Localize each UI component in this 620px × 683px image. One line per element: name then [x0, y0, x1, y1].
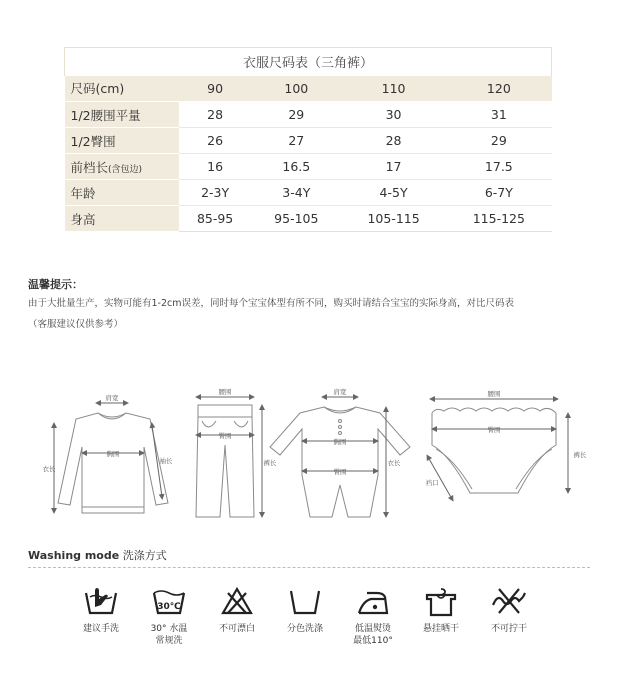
briefs-diagram	[425, 399, 568, 499]
briefs-waist-label: 腰围	[487, 390, 501, 398]
shirt-diagram	[54, 403, 168, 513]
table-cell: 2-3Y	[179, 180, 252, 206]
romper-hip-label: 臀围	[333, 468, 347, 476]
briefs-length-label: 裤长	[573, 451, 587, 459]
table-cell: 95-105	[252, 206, 341, 232]
romper-shoulder-label: 肩宽	[333, 388, 347, 396]
table-title-row	[65, 48, 552, 76]
wash-label: 建议手洗	[82, 624, 119, 634]
header-cell: 110	[341, 76, 446, 102]
table-cell: 29	[252, 102, 341, 128]
briefs-leg-label: 裆口	[425, 479, 439, 487]
row-label-text: 年龄	[70, 185, 96, 201]
row-label-note: (含包边)	[108, 164, 143, 175]
briefs-hip-label: 臀围	[487, 426, 501, 434]
shirt-shoulder-label: 肩宽	[105, 394, 119, 402]
table-cell: 105-115	[341, 206, 446, 232]
measurement-diagrams	[40, 385, 600, 535]
table-row	[65, 154, 552, 180]
header-label: 尺码(cm)	[65, 76, 179, 102]
table-cell: 29	[446, 128, 551, 154]
hang-dry-icon	[423, 585, 459, 617]
row-label-text: 1/2腰围平量	[70, 107, 141, 123]
table-cell: 115-125	[446, 206, 551, 232]
table-cell: 31	[446, 102, 551, 128]
romper-length-label: 衣长	[387, 459, 401, 467]
shirt-sleeve-label: 袖长	[159, 457, 173, 465]
row-label	[65, 154, 179, 180]
wash-label: 30° 水温	[150, 624, 188, 634]
table-title: 衣服尺码表（三角裤）	[65, 48, 552, 76]
wash-item	[64, 585, 138, 635]
washing-icons	[64, 585, 584, 675]
shirt-length-label: 衣长	[42, 465, 56, 473]
header-cell: 90	[179, 76, 252, 102]
wash-label: 不可漂白	[218, 624, 255, 634]
header-cell: 120	[446, 76, 551, 102]
row-label	[65, 206, 179, 232]
table-cell: 17.5	[446, 154, 551, 180]
pants-hip-label: 臀围	[218, 432, 232, 440]
tips-note: （客服建议仅供参考）	[28, 319, 124, 330]
table-cell: 3-4Y	[252, 180, 341, 206]
washing-divider	[28, 567, 590, 568]
romper-diagram	[270, 397, 410, 517]
wash-item	[200, 585, 274, 635]
table-cell: 28	[179, 102, 252, 128]
row-label	[65, 128, 179, 154]
header-cell: 100	[252, 76, 341, 102]
pants-waist-label: 腰围	[218, 388, 232, 396]
wash-label-2: 最低110°	[353, 636, 393, 646]
washing-title-en: Washing mode	[28, 549, 120, 562]
wash-item	[404, 585, 478, 635]
table-cell: 26	[179, 128, 252, 154]
row-label	[65, 180, 179, 206]
wash-item	[132, 585, 206, 647]
washing-title	[28, 547, 167, 563]
wash-label-2: 常规洗	[155, 636, 183, 646]
row-label-text: 1/2臀围	[70, 133, 116, 149]
wash-item	[336, 585, 410, 647]
shirt-chest-label: 胸围	[106, 450, 120, 458]
table-cell: 16.5	[252, 154, 341, 180]
table-row	[65, 128, 552, 154]
tips-title: 温馨提示：	[28, 278, 83, 291]
table-cell: 17	[341, 154, 446, 180]
size-chart-table	[64, 47, 552, 232]
romper-chest-label: 胸围	[333, 438, 347, 446]
no-wring-icon	[491, 585, 527, 617]
table-header-row	[65, 76, 552, 102]
wash-item	[268, 585, 342, 635]
table-cell: 6-7Y	[446, 180, 551, 206]
row-label	[65, 102, 179, 128]
wash-30-icon	[151, 585, 187, 617]
iron-low-icon	[355, 585, 391, 617]
pants-diagram	[196, 397, 262, 517]
hand-wash-icon	[83, 585, 119, 617]
table-row	[65, 102, 552, 128]
no-bleach-icon	[219, 585, 255, 617]
wash-label: 分色洗涤	[286, 624, 323, 634]
table-cell: 27	[252, 128, 341, 154]
tips-text: 由于大批量生产，实物可能有1-2cm误差，同时每个宝宝体型有所不同，购买时请结合宝宝的实际身高，对比尺码表	[28, 298, 514, 309]
wash-separate-icon	[287, 585, 323, 617]
table-cell: 85-95	[179, 206, 252, 232]
row-label-text: 前档长	[70, 159, 109, 175]
table-cell: 4-5Y	[341, 180, 446, 206]
wash-temp-text: 30℃	[157, 602, 181, 612]
washing-title-cn: 洗涤方式	[122, 549, 167, 562]
pants-length-label: 裤长	[263, 459, 277, 467]
wash-label: 不可拧干	[490, 624, 527, 634]
table-row	[65, 206, 552, 232]
table-cell: 30	[341, 102, 446, 128]
wash-label: 悬挂晒干	[422, 624, 459, 634]
row-label-text: 身高	[70, 211, 96, 227]
wash-label: 低温熨烫	[354, 624, 391, 634]
table-cell: 28	[341, 128, 446, 154]
table-row	[65, 180, 552, 206]
table-cell: 16	[179, 154, 252, 180]
wash-item	[472, 585, 546, 635]
